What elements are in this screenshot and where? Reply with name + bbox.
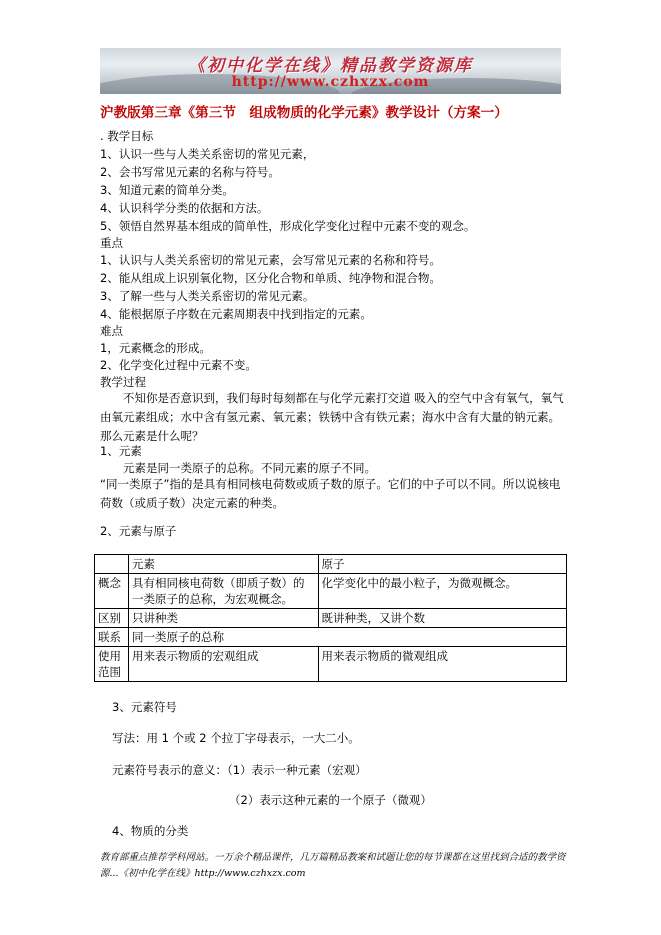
header-banner — [100, 48, 561, 94]
process-intro — [100, 389, 570, 446]
table-cell: 用来表示物质的宏观组成 — [128, 647, 318, 682]
table-header-cell — [95, 555, 129, 574]
table-cell: 只讲种类 — [128, 609, 318, 628]
table-row — [95, 555, 567, 574]
goal-item: 4、认识科学分类的依据和方法。 — [100, 201, 269, 215]
element-note: “同一类原子”指的是具有相同核电荷数或质子数的原子。它们的中子可以不同。所以说核电荷数（或质子数）决定元素的种类。 — [100, 477, 561, 510]
row-label-relation: 联系 — [95, 628, 129, 647]
symbol-meaning-line1: 元素符号表示的意义：（1）表示一种元素（宏观） — [112, 763, 367, 777]
document-title: 沪教版第三章《第三节 组成物质的化学元素》教学设计（方案一） — [100, 105, 508, 121]
table-cell: 具有相同核电荷数（即质子数）的一类原子的总称，为宏观概念。 — [128, 574, 318, 609]
table-row — [95, 609, 567, 628]
key-point-item: 2、能从组成上识别氧化物，区分化合物和单质、纯净物和混合物。 — [100, 271, 441, 285]
symbol-meaning-line2: （2）表示这种元素的一个原子（微观） — [229, 793, 432, 807]
difficulty-item: 2、化学变化过程中元素不变。 — [100, 358, 257, 372]
table-row — [95, 574, 567, 609]
key-point-item: 4、能根据原子序数在元素周期表中找到指定的元素。 — [100, 307, 372, 321]
section-classification-heading: 4、物质的分类 — [112, 824, 189, 838]
key-point-item: 1、认识与人类关系密切的常见元素，会写常见元素的名称和符号。 — [100, 253, 441, 267]
element-definition: 元素是同一类原子的总称。不同元素的原子不同。 — [123, 461, 376, 475]
process-intro-text: 不知你是否意识到，我们每时每刻都在与化学元素打交道 吸入的空气中含有氧气，氧气由氧元素组成；水中含有氢元素、氧元素；铁锈中含有铁元素；海水中含有大量的钠元素。那么元素是什么呢？ — [100, 391, 564, 443]
section-element-atom-heading: 2、元素与原子 — [100, 524, 177, 538]
row-label-concept: 概念 — [95, 574, 129, 609]
table-cell: 既讲种类，又讲个数 — [318, 609, 566, 628]
key-points-heading: 重点 — [100, 236, 123, 250]
table-row — [95, 628, 567, 647]
table-row — [95, 647, 567, 682]
banner-url-link[interactable]: http://www.czhxzx.com — [231, 74, 430, 90]
row-label-difference: 区别 — [95, 609, 129, 628]
section-element-heading: 1、元素 — [100, 444, 142, 458]
table-header-cell: 原子 — [318, 555, 566, 574]
goal-item: 1、认识一些与人类关系密切的常见元素， — [100, 147, 315, 161]
process-heading: 教学过程 — [100, 375, 146, 389]
goal-item: 2、会书写常见元素的名称与符号。 — [100, 165, 280, 179]
row-label-usage: 使用范围 — [95, 647, 129, 682]
symbol-writing-rule: 写法：用 1 个或 2 个拉丁字母表示，一大二小。 — [112, 731, 360, 745]
goals-heading: . 教学目标 — [100, 129, 154, 143]
table-cell: 同一类原子的总称 — [128, 628, 566, 647]
section-symbol-heading: 3、元素符号 — [112, 700, 177, 714]
difficulty-item: 1，元素概念的形成。 — [100, 341, 211, 355]
goal-item: 5、领悟自然界基本组成的简单性，形成化学变化过程中元素不变的观念。 — [100, 219, 476, 233]
goal-item: 3、知道元素的简单分类。 — [100, 183, 234, 197]
difficulties-heading: 难点 — [100, 324, 123, 338]
table-header-cell: 元素 — [128, 555, 318, 574]
table-cell: 化学变化中的最小粒子，为微观概念。 — [318, 574, 566, 609]
table-cell: 用来表示物质的微观组成 — [318, 647, 566, 682]
banner-title: 《初中化学在线》精品教学资源库 — [188, 56, 473, 76]
key-point-item: 3、了解一些与人类关系密切的常见元素。 — [100, 289, 315, 303]
footer-note: 教育部重点推荐学科网站。一万余个精品课件，几万篇精品教案和试题让您的每节课都在这里找到合适的教学资源...《初中化学在线》http://www.czhxzx.com — [100, 852, 566, 879]
element-atom-comparison-table — [94, 554, 567, 682]
